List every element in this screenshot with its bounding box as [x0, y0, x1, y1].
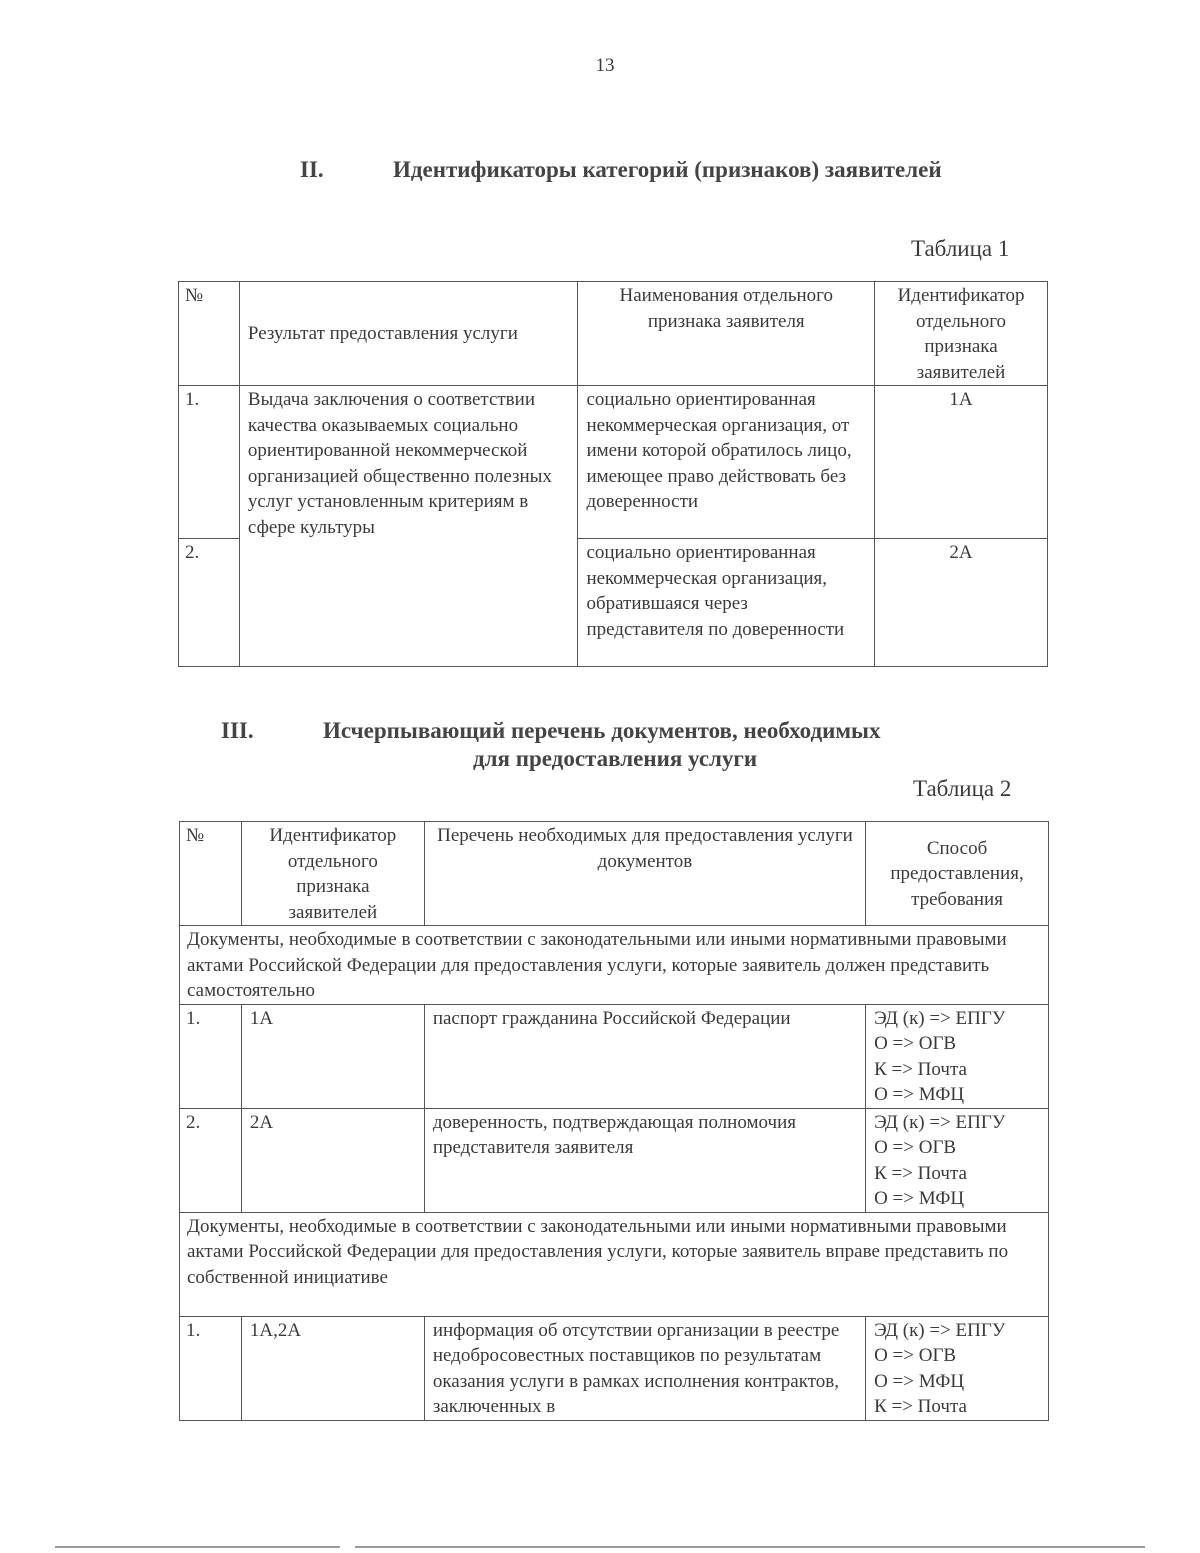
table-row: [180, 1108, 1049, 1212]
table-2-g2-row-1-methods: [866, 1316, 1049, 1420]
method-line: ЭД (к) => ЕПГУ: [874, 1111, 1006, 1133]
table-1-row-1-num: 1.: [179, 386, 240, 539]
method-line: О => ОГВ: [874, 1033, 957, 1054]
method-line: ЭД (к) => ЕПГУ: [874, 1319, 1006, 1341]
section-3-title-line-1: Исчерпывающий перечень документов, необходимых: [323, 718, 881, 743]
method-line: ЭД (к) => ЕПГУ: [874, 1007, 1006, 1029]
method-line: О => МФЦ: [874, 1188, 965, 1209]
table-2-g1-row-1-doc: паспорт гражданина Российской Федерации: [424, 1004, 865, 1108]
table-1-header-row: [179, 282, 1048, 386]
table-2-g1-row-1-num: 1.: [180, 1004, 242, 1108]
table-1-row-1-feature: социально ориентированная некоммерческая организация, от имени которой обратилось лицо, имеющее право действовать без доверенности: [578, 386, 875, 539]
table-1: [178, 281, 1048, 667]
table-2-header-row: [180, 822, 1049, 926]
table-2-caption: Таблица 2: [913, 776, 1012, 801]
table-2-g1-row-2-num: 2.: [180, 1108, 242, 1212]
table-2-header-num: №: [180, 822, 242, 926]
table-1-row-2-feature: социально ориентированная некоммерческая организация, обратившаяся через представителя по доверенности: [578, 539, 875, 667]
section-3-number: III.: [221, 718, 254, 743]
method-line: О => МФЦ: [874, 1370, 965, 1392]
table-2-header-id: Идентификатор отдельного признака заявителей: [241, 822, 424, 926]
table-1-header-feature: Наименования отдельного признака заявителя: [578, 282, 875, 386]
table-2-group-1-title: Документы, необходимые в соответствии с законодательными или иными нормативными правовыми актами Российской Федерации для предоставления услуги, которые заявитель должен представить самостоятельно: [180, 926, 1049, 1005]
table-2-header-method: Способ предоставления, требования: [866, 822, 1049, 926]
table-2-header-docs: Перечень необходимых для предоставления услуги документов: [424, 822, 865, 926]
section-2-number: II.: [300, 157, 324, 182]
table-1-row-2-id: 2А: [875, 539, 1048, 667]
table-2: [179, 821, 1049, 1421]
table-2-g2-row-1-num: 1.: [180, 1316, 242, 1420]
table-1-row-2-num: 2.: [179, 539, 240, 667]
method-line: О => ОГВ: [874, 1345, 957, 1366]
table-1-header-num: №: [179, 282, 240, 386]
page-number: 13: [595, 55, 615, 76]
section-2-title: Идентификаторы категорий (признаков) заявителей: [393, 157, 942, 182]
method-line: О => ОГВ: [874, 1137, 957, 1158]
table-2-g1-row-2-id: 2А: [241, 1108, 424, 1212]
method-line: О => МФЦ: [874, 1084, 965, 1105]
table-1-row-1-id: 1А: [875, 386, 1048, 539]
table-2-g1-row-2-doc: доверенность, подтверждающая полномочия представителя заявителя: [424, 1108, 865, 1212]
table-row: [180, 1004, 1049, 1108]
table-1-caption: Таблица 1: [911, 236, 1010, 261]
table-1-header-result: Результат предоставления услуги: [239, 282, 578, 386]
method-line: К => Почта: [874, 1162, 967, 1184]
table-2-group-1-row: [180, 926, 1049, 1005]
table-2-g1-row-1-methods: [866, 1004, 1049, 1108]
table-2-group-2-title: Документы, необходимые в соответствии с законодательными или иными нормативными правовыми актами Российской Федерации для предоставления услуги, которые заявитель вправе представить по собственной инициативе: [180, 1212, 1049, 1316]
section-3-heading: [0, 718, 1200, 778]
section-3-title-line-2: для предоставления услуги: [473, 746, 758, 771]
scan-edge-line-left: [55, 1546, 340, 1548]
table-1-result-cell: Выдача заключения о соответствии качества оказываемых социально ориентированной некоммерческой организацией общественно полезных услуг установленным критериям в сфере культуры: [239, 386, 578, 667]
section-2-heading: [0, 157, 1200, 189]
method-line: К => Почта: [874, 1058, 967, 1080]
table-2-group-2-row: [180, 1212, 1049, 1316]
table-2-g2-row-1-doc: информация об отсутствии организации в реестре недобросовестных поставщиков по результатам оказания услуги в рамках исполнения контрактов, заключенных в: [424, 1316, 865, 1420]
table-2-g2-row-1-id: 1А,2А: [241, 1316, 424, 1420]
table-row: [180, 1316, 1049, 1420]
table-2-g1-row-1-id: 1А: [241, 1004, 424, 1108]
method-line: К => Почта: [874, 1396, 967, 1417]
table-1-header-id: Идентификатор отдельного признака заявителей: [875, 282, 1048, 386]
scan-edge-line-right: [355, 1546, 1145, 1548]
table-row: [179, 386, 1048, 539]
table-2-g1-row-2-methods: [866, 1108, 1049, 1212]
